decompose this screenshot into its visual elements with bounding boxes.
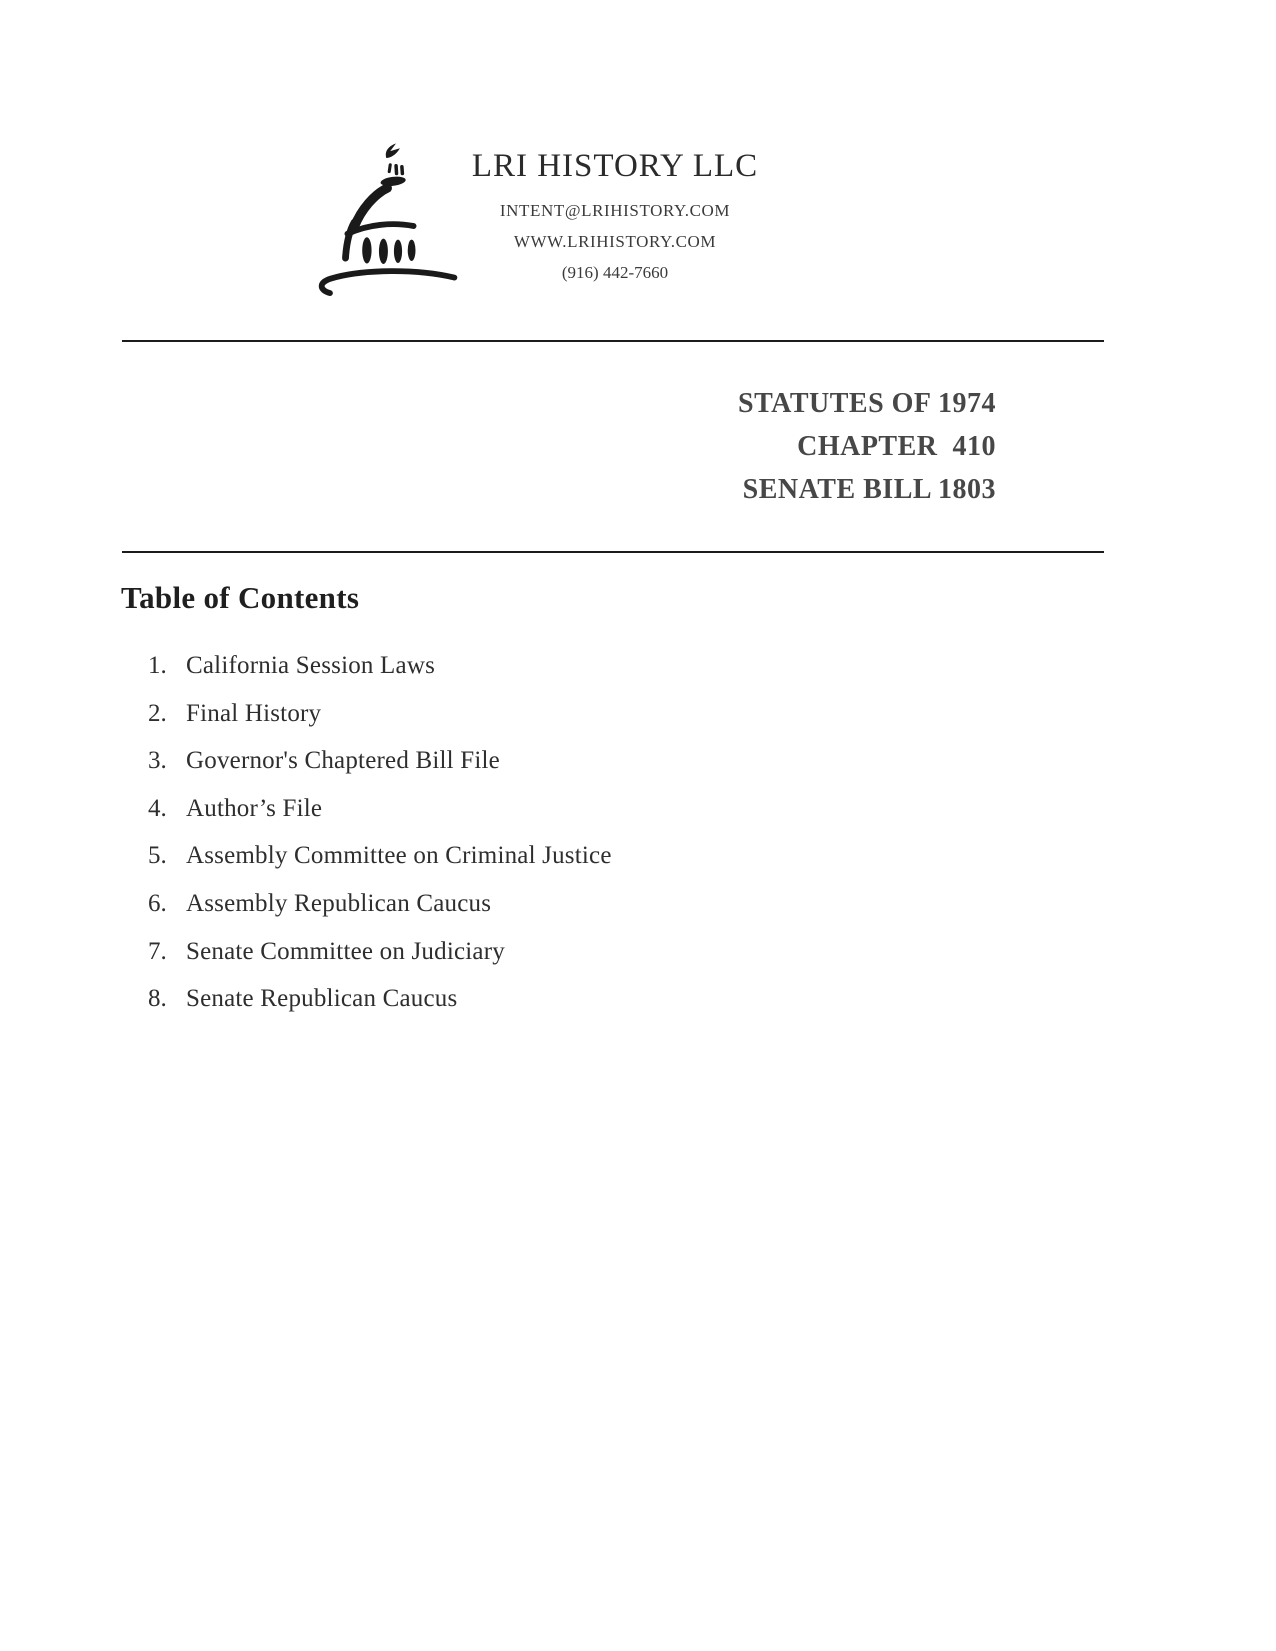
- toc-item-number: 7.: [148, 937, 167, 965]
- toc-item-number: 5.: [148, 842, 167, 870]
- toc-item-number: 2.: [148, 699, 167, 727]
- toc-item-label: Senate Republican Caucus: [186, 985, 458, 1013]
- toc-item-number: 6.: [148, 889, 167, 917]
- toc-item: [148, 938, 612, 986]
- company-phone: (916) 442-7660: [561, 263, 669, 282]
- toc-item: [148, 700, 612, 748]
- company-email: INTENT@LRIHISTORY.COM: [499, 201, 731, 220]
- letterhead: [440, 148, 790, 283]
- toc-item-number: 1.: [148, 652, 167, 679]
- statute-year-line: STATUTES OF 1974: [738, 388, 996, 419]
- toc-item-label: Senate Committee on Judiciary: [186, 937, 505, 965]
- toc-item-number: 8.: [148, 985, 167, 1013]
- toc-item-label: Author’s File: [186, 794, 323, 822]
- toc-item: [148, 985, 612, 1033]
- toc-item-label: Final History: [186, 699, 322, 727]
- toc-item-label: Assembly Republican Caucus: [186, 889, 492, 917]
- toc-title: Table of Contents: [121, 580, 360, 615]
- toc-list: [148, 652, 612, 1033]
- toc-item: [148, 652, 612, 700]
- toc-item-label: California Session Laws: [186, 652, 436, 679]
- toc-item: [148, 795, 612, 843]
- company-website: WWW.LRIHISTORY.COM: [513, 232, 717, 251]
- senate-bill-line: SENATE BILL 1803: [742, 474, 996, 505]
- company-name: LRI HISTORY LLC: [471, 148, 759, 184]
- toc-item-label: Governor's Chaptered Bill File: [186, 747, 500, 775]
- chapter-line: CHAPTER 410: [797, 431, 996, 462]
- toc-item: [148, 842, 612, 890]
- toc-item-number: 4.: [148, 794, 167, 822]
- toc-item-label: Assembly Committee on Criminal Justice: [186, 842, 612, 870]
- toc-item-number: 3.: [148, 747, 167, 775]
- toc-item: [148, 890, 612, 938]
- statute-title-block: [738, 382, 996, 511]
- toc-item: [148, 747, 612, 795]
- divider-top: [122, 340, 1104, 342]
- divider-bottom: [122, 551, 1104, 553]
